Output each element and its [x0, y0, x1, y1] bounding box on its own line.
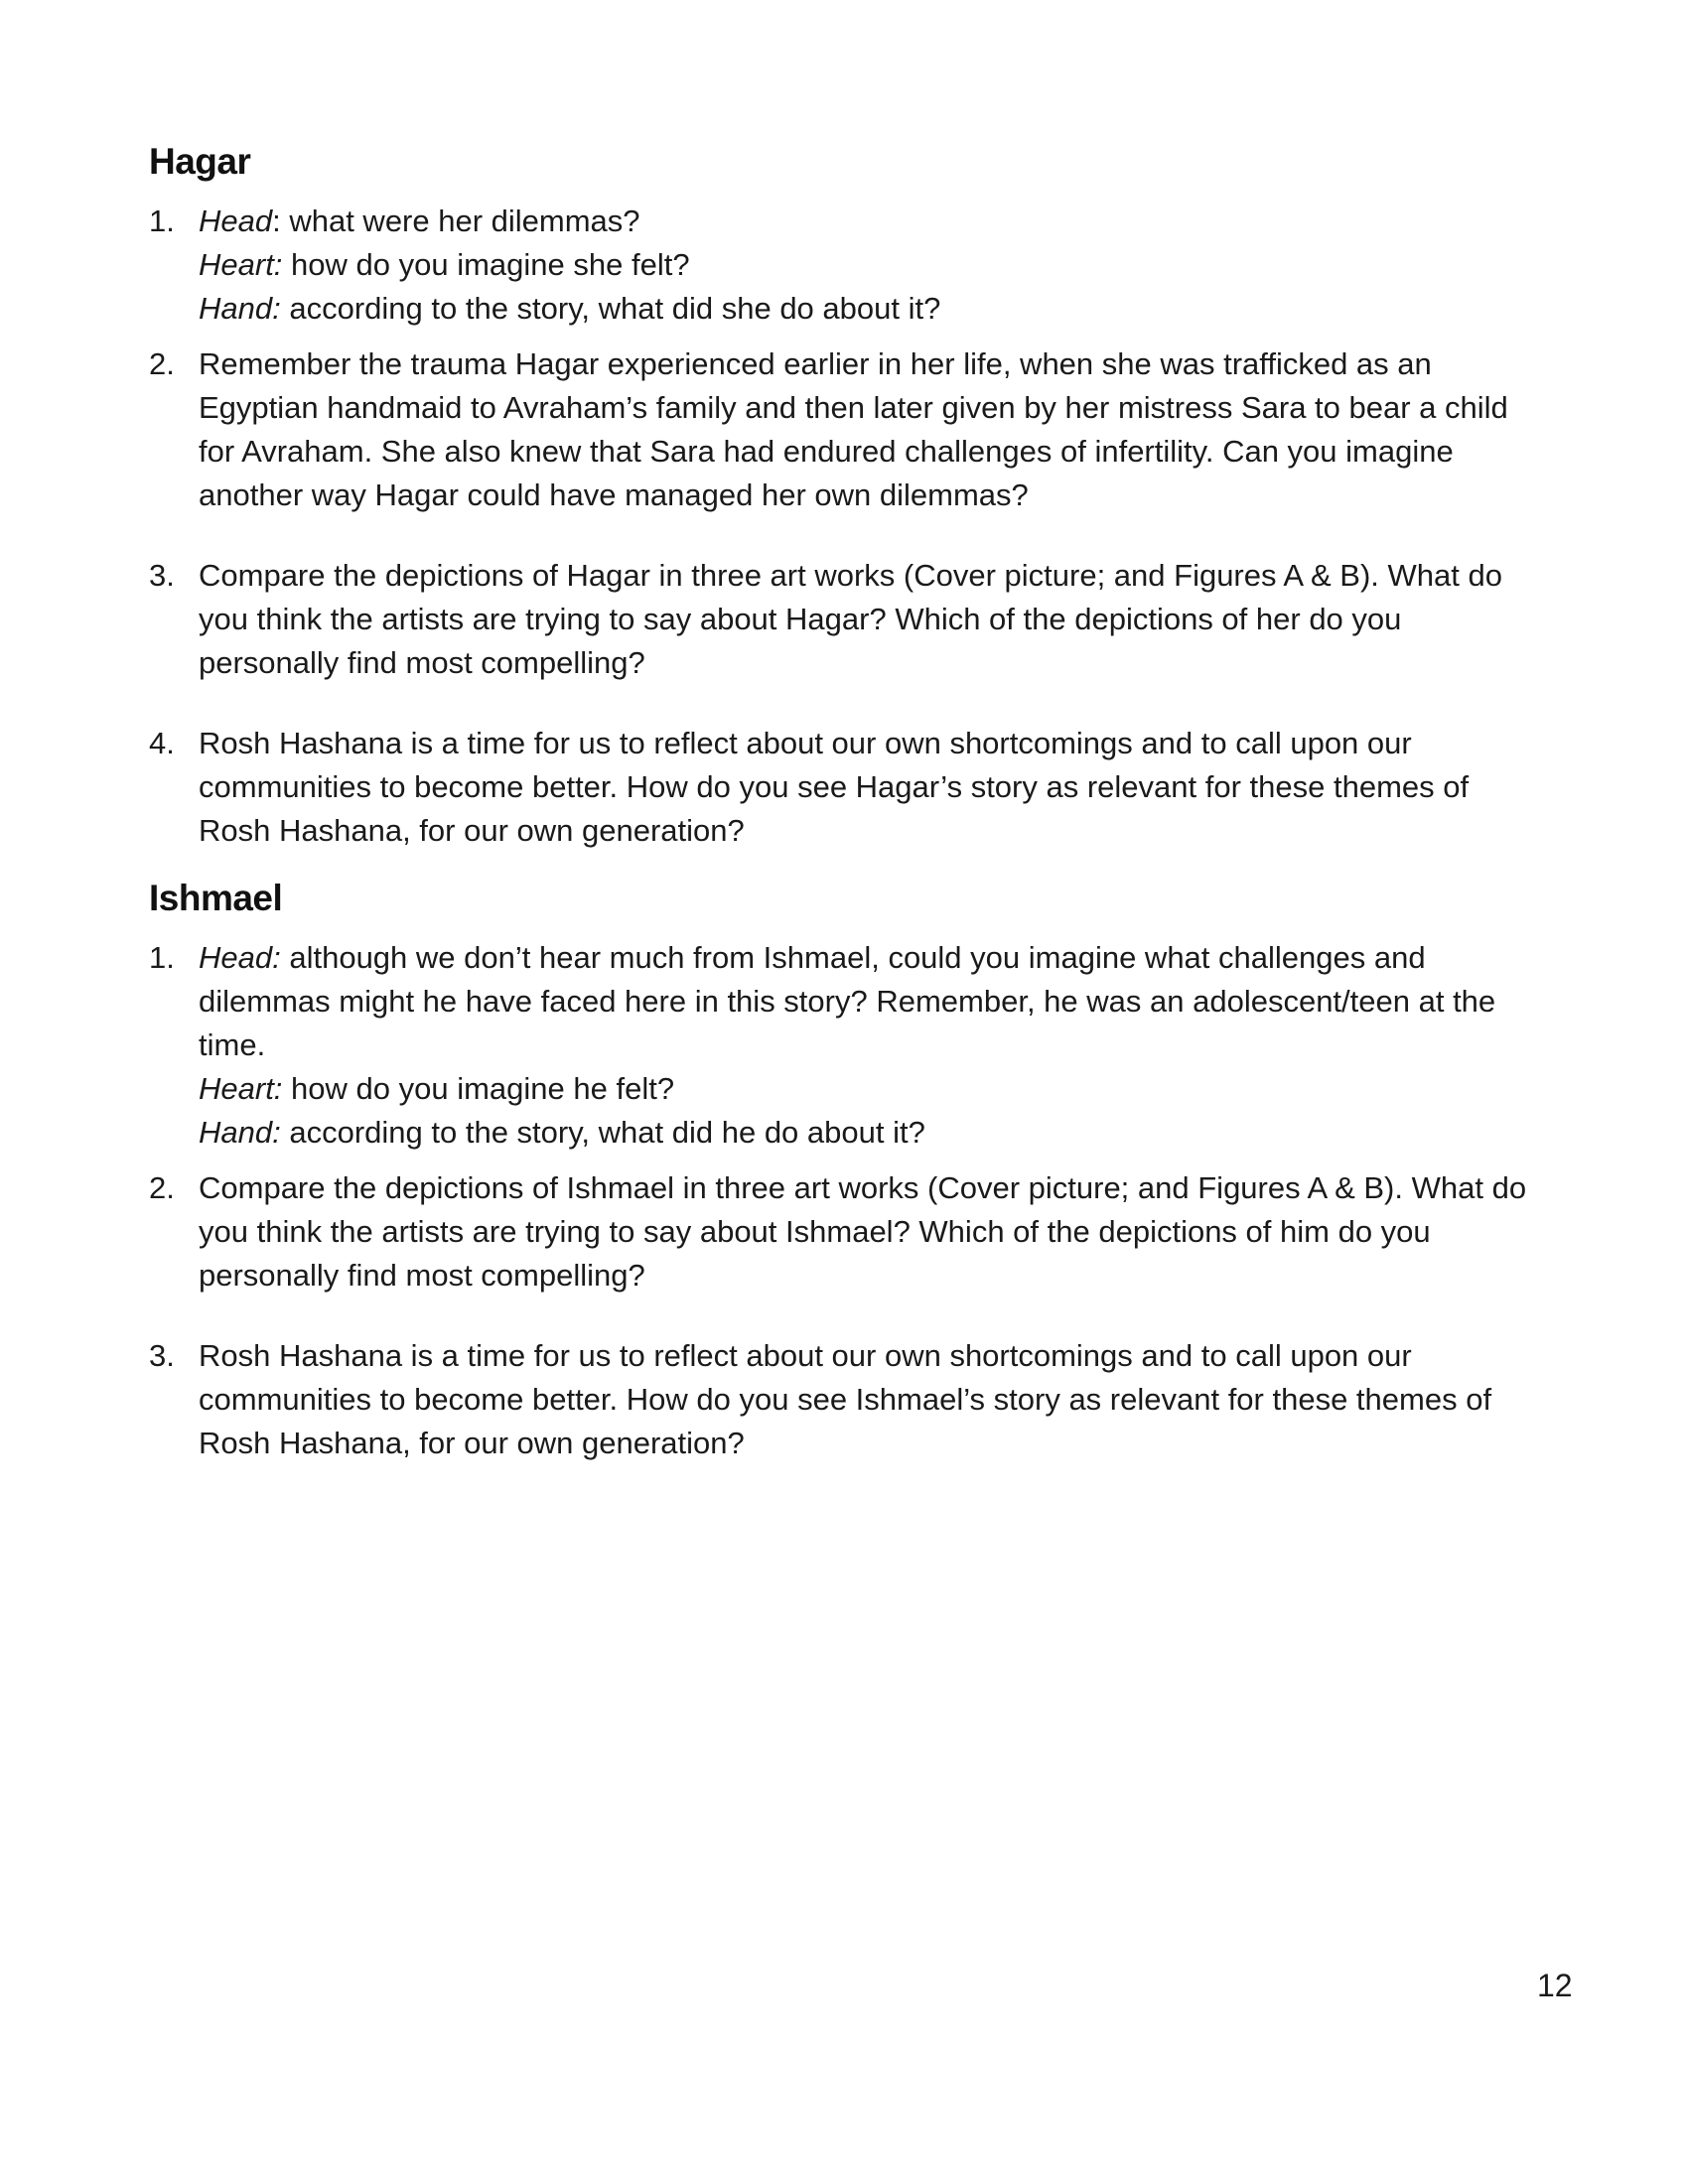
question-text: Compare the depictions of Ishmael in three art works (Cover picture; and Figures A & B). What do you think the artists are trying to say about Ishmael? Which of the depictions of him do you personally find most compelling? [199, 1170, 1527, 1293]
question-text: Rosh Hashana is a time for us to reflect about our own shortcomings and to call upon our communities to become better. How do you see Hagar’s story as relevant for these themes of Rosh Hashana, for our own generation? [199, 726, 1470, 848]
section-heading-hagar: Hagar [149, 141, 251, 182]
question-number: 2. [149, 1170, 175, 1205]
ishmael-question-list [149, 936, 1539, 1465]
hand-text: according to the story, what did she do about it? [280, 291, 941, 326]
head-text: : what were her dilemmas? [272, 204, 640, 238]
heart-text: how do you imagine she felt? [282, 247, 690, 282]
question-number: 1. [149, 204, 175, 238]
heart-label: Heart: [199, 247, 283, 282]
hand-label: Hand: [199, 291, 281, 326]
question-number: 3. [149, 1338, 175, 1373]
head-prompt [199, 936, 1539, 1067]
head-prompt [199, 200, 1539, 243]
question-text: Compare the depictions of Hagar in three art works (Cover picture; and Figures A & B). What do you think the artists are trying to say about Hagar? Which of the depictions of her do you personally find most compelling? [199, 558, 1502, 680]
ishmael-question-1 [149, 936, 1539, 1155]
hagar-question-3 [149, 554, 1539, 685]
hagar-question-1 [149, 200, 1539, 331]
hagar-question-2 [149, 342, 1539, 517]
section-heading-ishmael: Ishmael [149, 878, 283, 918]
hagar-question-list [149, 200, 1539, 853]
question-number: 1. [149, 940, 175, 975]
heart-prompt [199, 1067, 1539, 1111]
ishmael-question-3 [149, 1334, 1539, 1465]
heart-label: Heart: [199, 1071, 283, 1106]
heart-prompt [199, 243, 1539, 287]
question-number: 2. [149, 346, 175, 381]
page-number: 12 [1537, 1968, 1573, 2003]
hand-prompt [199, 1111, 1539, 1155]
question-number: 3. [149, 558, 175, 593]
question-number: 4. [149, 726, 175, 760]
hagar-question-4 [149, 722, 1539, 853]
hand-label: Hand: [199, 1115, 281, 1150]
hand-prompt [199, 287, 1539, 331]
hand-text: according to the story, what did he do about it? [280, 1115, 925, 1150]
head-text: although we don’t hear much from Ishmael, could you imagine what challenges and dilemmas might he have faced here in this story? Remember, he was an adolescent/teen at the time. [199, 940, 1496, 1062]
question-text: Remember the trauma Hagar experienced earlier in her life, when she was trafficked as an Egyptian handmaid to Avraham’s family and then later given by her mistress Sara to bear a child for Avraham. She also knew that Sara had endured challenges of infertility. Can you imagine another way Hagar could have managed her own dilemmas? [199, 346, 1508, 512]
ishmael-question-2 [149, 1166, 1539, 1297]
heart-text: how do you imagine he felt? [282, 1071, 675, 1106]
head-label: Head [199, 204, 273, 238]
head-label: Head: [199, 940, 281, 975]
question-text: Rosh Hashana is a time for us to reflect about our own shortcomings and to call upon our communities to become better. How do you see Ishmael’s story as relevant for these themes of Rosh Hashana, for our own generation? [199, 1338, 1492, 1460]
